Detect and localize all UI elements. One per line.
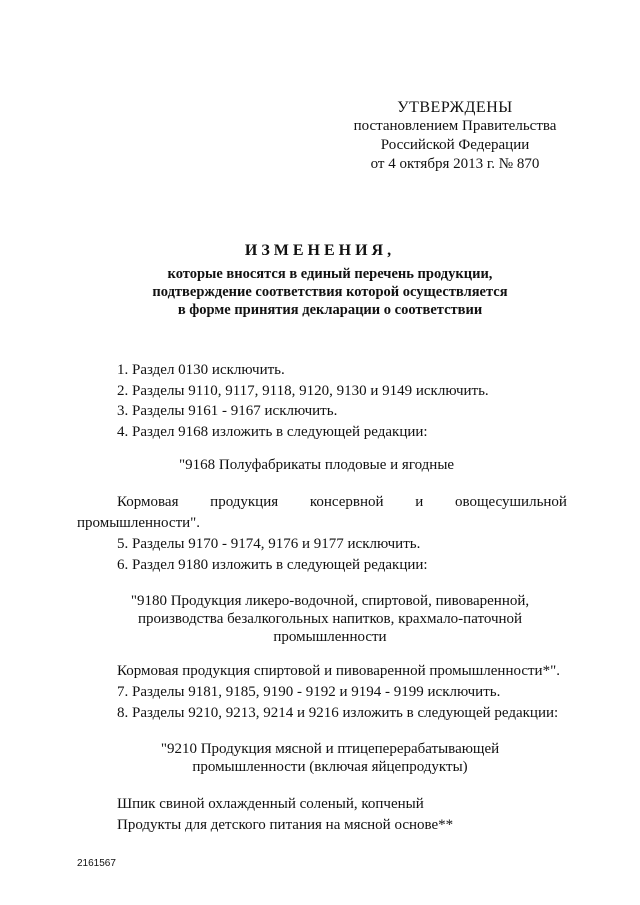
section-9210-line-2: промышленности (включая яйцепродукты) bbox=[192, 759, 468, 775]
subtitle-line-2: подтверждение соответствия которой осуществляется bbox=[152, 284, 508, 300]
document-title: ИЗМЕНЕНИЯ, bbox=[244, 242, 396, 259]
word: продукция bbox=[210, 494, 279, 510]
subtitle-line-3: в форме принятия декларации о соответствии bbox=[177, 302, 483, 318]
word: овощесушильной bbox=[454, 494, 567, 510]
item-1: 1. Раздел 0130 исключить. bbox=[117, 362, 285, 378]
section-9180-line-3: промышленности bbox=[273, 629, 387, 645]
product-line-2: Продукты для детского питания на мясной основе** bbox=[117, 817, 454, 833]
approval-block bbox=[350, 98, 560, 174]
section-9180-title bbox=[100, 592, 560, 646]
item-6: 6. Раздел 9180 изложить в следующей редакции: bbox=[117, 557, 428, 573]
section-9168-title: "9168 Полуфабрикаты плодовые и ягодные bbox=[179, 457, 455, 473]
feed-products-spirit: Кормовая продукция спиртовой и пивоваренной промышленности*". bbox=[117, 663, 560, 679]
approved-line-2: Российской Федерации bbox=[380, 137, 530, 153]
item-5: 5. Разделы 9170 - 9174, 9176 и 9177 исключить. bbox=[117, 536, 421, 552]
document-code: 2161567 bbox=[77, 858, 116, 869]
document-subtitle bbox=[100, 265, 560, 319]
section-9180-line-1: "9180 Продукция ликеро-водочной, спиртовой, пивоваренной, bbox=[130, 593, 530, 609]
approved-heading: УТВЕРЖДЕНЫ bbox=[397, 99, 513, 116]
item-7: 7. Разделы 9181, 9185, 9190 - 9192 и 9194 - 9199 исключить. bbox=[117, 684, 501, 700]
section-9210-line-1: "9210 Продукция мясной и птицеперерабатывающей bbox=[160, 741, 500, 757]
product-line-1: Шпик свиной охлажденный соленый, копченый bbox=[117, 796, 424, 812]
item-2: 2. Разделы 9110, 9117, 9118, 9120, 9130 и 9149 исключить. bbox=[117, 383, 489, 399]
feed-products-line-1 bbox=[117, 494, 567, 511]
item-8: 8. Разделы 9210, 9213, 9214 и 9216 изложить в следующей редакции: bbox=[117, 705, 559, 721]
item-4: 4. Раздел 9168 изложить в следующей редакции: bbox=[117, 424, 428, 440]
subtitle-line-1: которые вносятся в единый перечень продукции, bbox=[167, 266, 493, 282]
section-9180-line-2: производства безалкогольных напитков, крахмало-паточной bbox=[137, 611, 523, 627]
word: и bbox=[415, 494, 424, 510]
section-9210-title bbox=[100, 740, 560, 776]
approved-line-1: постановлением Правительства bbox=[353, 118, 557, 134]
item-3: 3. Разделы 9161 - 9167 исключить. bbox=[117, 403, 338, 419]
approved-line-3: от 4 октября 2013 г. № 870 bbox=[370, 156, 540, 172]
word: Кормовая bbox=[117, 494, 179, 510]
feed-products-line-2: промышленности". bbox=[77, 515, 201, 531]
word: консервной bbox=[309, 494, 384, 510]
